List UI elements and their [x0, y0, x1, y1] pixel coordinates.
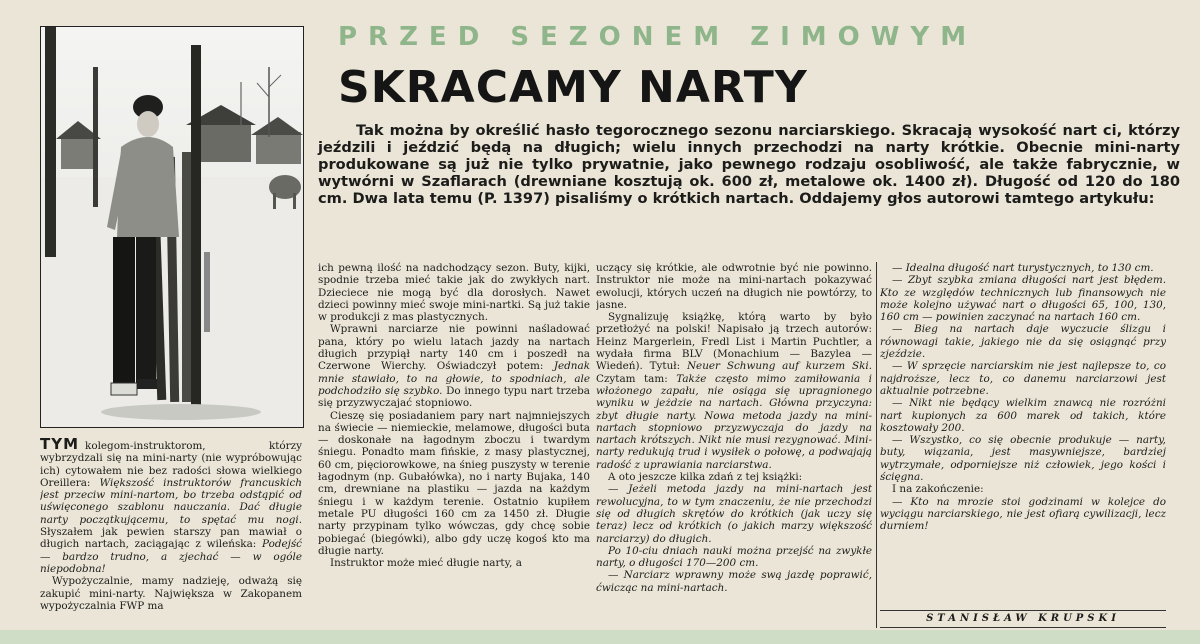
intro-column — [40, 438, 302, 630]
author-byline: STANISŁAW KRUPSKI — [880, 610, 1166, 628]
intro-text: kolegom-instruktorom, którzy wybrzydzali się na mini-narty (nie wypróbowując ich) cytowałem nie bez radości słowa wielkiego Oreillera: — [40, 440, 302, 489]
col2-paragraph: uczący się krótkie, ale odwrotnie być nie powinno. Instruktor nie może na mini-nartach pokazywać ewolucji, których uczeń na długich nie powtórzy, to jasne. — [596, 262, 872, 311]
col1-paragraph — [318, 323, 590, 409]
col2-paragraph: — Narciarz wprawny może swą jazdę poprawić, ćwicząc na mini-nartach. — [596, 569, 872, 594]
col3-paragraph: — Kto na mrozie stoi godzinami w kolejce do wyciągu narciarskiego, nie jest ofiarą cywilizacji, lecz durniem! — [880, 495, 1166, 533]
section-supertitle: PRZED SEZONEM ZIMOWYM — [338, 22, 978, 52]
col1-text: Do innego typu nart trzeba się przyzwyczajać stopniowo. — [318, 384, 590, 410]
col3-paragraph: — Bieg na nartach daje wyczucie ślizgu i równowagi takie, jakiego nie da się osiągnąć przy zjeździe. — [880, 323, 1166, 361]
intro-text-2: Słyszałem jak pewien starszy pan mawiał o długich nartach, zaciągając z wileńska: — [40, 526, 302, 551]
text-column-3 — [880, 262, 1166, 602]
article-title: SKRACAMY NARTY — [338, 62, 808, 113]
col2-paragraph — [596, 311, 872, 471]
dropcap-word: TYM — [40, 438, 80, 453]
text-column-2 — [596, 262, 872, 632]
col1-paragraph: ich pewną ilość na nadchodzący sezon. Buty, kijki, spodnie trzeba mieć takie jak do zwykłych nart. Dzieciece nie mogą być dla dorosłych. Nawet dzieci powinny mieć swoje mini-nartki. Są już takie w produkcji z mas plastycznych. — [318, 262, 590, 324]
photo-woman-with-skis — [40, 26, 304, 428]
article-lead: Tak można by określić hasło tegorocznego sezonu narciarskiego. Skracają wysokość nart ci, którzy jeździli i jeździć będą na długich; wielu innych przechodzi na narty krótkie. Obecnie mini-narty produkowane są już nie tylko prywatnie, jako pewnego rodzaju osobliwość, ale także fabrycznie, w wytwórni w Szaflarach (drewniane kosztują ok. 600 zł, metalowe ok. 1400 zł). Długość od 120 do 180 cm. Dwa lata temu (P. 1397) pisaliśmy o krótkich nartach. Oddajemy głos autorowi tamtego artykułu: — [318, 122, 1180, 207]
col2-paragraph: Po 10-ciu dniach nauki można przejść na zwykłe narty, o długości 170—200 cm. — [596, 544, 872, 570]
col2-paragraph: A oto jeszcze kilka zdań z tej książki: — [608, 471, 803, 484]
col3-paragraph: — W sprzęcie narciarskim nie jest najlepsze to, co najdroższe, lecz to, co danemu narciarzowi jest aktualnie potrzebne. — [880, 360, 1166, 397]
col2-text: Sygnalizuję książkę, którą warto by było przetłożyć na polski! Napisało ją trzech autorów: Heinz Margerlein, Fredl List i Martin Puchtler, a wydała firma BLV (Monachium — Bazylea — Wiedeń). Tytuł: — [596, 311, 872, 373]
col2-text: Czytam tam: — [596, 372, 677, 385]
intro-quote: Większość instruktorów francuskich jest przeciw mini-nartom, bo trzeba odstąpić od uświęconego szablonu nauczania. Dać długie narty początkującemu, to spętać mu nogi. — [40, 476, 302, 526]
col3-paragraph: I na zakończenie: — [892, 483, 984, 496]
intro-paragraph-2: Wypożyczalnie, mamy nadzieję, odważą się zakupić mini-narty. Największa w Zakopanem wypożyczalnia FWP ma — [40, 575, 302, 612]
col2-quote: Także często mimo zamiłowania i włożonego zapału, nie osiąga się upragnionego wyniku w jeżdzie na nartach. Główna przyczyna: zbyt długie narty. Nowa metoda jazdy na mini-nartach stopniowo przyzwyczaja do jazdy na nartach krótszych. Nikt nie musi rezygnować. Mini-narty redukują trud i wysiłek o połowę, a podwajają radość z uprawiania narciarstwa. — [596, 372, 872, 471]
photo-illustration — [41, 27, 303, 427]
col3-paragraph: — Idealna długość nart turystycznych, to 130 cm. — [892, 262, 1154, 274]
col2-paragraph: — Jeżeli metoda jazdy na mini-nartach jest rewolucyjna, to w tym znaczeniu, że nie przechodzi się od długich skrętów do krótkich (jak uczy się teraz) lecz od krótkich (o jakich marzy większość narciarzy) do długich. — [596, 483, 872, 545]
book-title: Neuer Schwung auf kurzem Ski. — [686, 360, 872, 373]
page-bottom-strip — [0, 630, 1200, 644]
col1-paragraph: Cieszę się posiadaniem pary nart najmniejszych na świecie — niemieckie, melamowe, długości buta — doskonałe na łagodnym zboczu i twardym śniegu. Ponadto mam fińskie, z masy plastycznej, 60 cm, pięciorowkowe, na śnieg puszysty w terenie łagodnym (np. Gubałówka), no i narty Bujaka, 140 cm, drewniane na plastiku — jazda na każdym śniegu i w każdym terenie. Ostatnio kupiłem metale PU długości 160 cm za 1450 zł. Długie narty przypinam tylko wówczas, gdy chcę sobie pobiegać (biegówki), albo gdy uczę kogoś kto ma długie narty. — [318, 409, 590, 557]
column-divider — [876, 262, 877, 628]
col3-paragraph: — Nikt nie będący wielkim znawcą nie rozróżni nart kupionych za 600 marek od takich, które kosztowały 200. — [880, 397, 1166, 434]
text-column-1 — [318, 262, 590, 632]
col3-paragraph: — Zbyt szybka zmiana długości nart jest błędem. Kto ze względów technicznych lub finansowych nie może kolejno używać nart o długości 65, 100, 130, 160 cm — powinien zaczynać na nartach 160 cm. — [880, 274, 1166, 324]
col3-paragraph: — Wszystko, co się obecnie produkuje — narty, buty, wiązania, jest masywniejsze, bardziej wytrzymałe, odporniejsze niż człowiek, jego kości i ścięgna. — [880, 434, 1166, 484]
col1-text: Wprawni narciarze nie powinni naśladować pana, który po wielu latach jazdy na nartach długich przypiął narty 140 cm i poszedł na Czerwone Wierchy. Oświadczył potem: — [318, 323, 590, 373]
col1-quote: Jednak mnie stawiało, to na głowie, to spodniach, ale podchodziło się szybko. — [318, 360, 590, 397]
col1-paragraph: Instruktor może mieć długie narty, a — [330, 557, 522, 570]
intro-quote-2: Podejść — bardzo trudno, a zjechać — w ogóle niepodobna! — [40, 538, 302, 575]
